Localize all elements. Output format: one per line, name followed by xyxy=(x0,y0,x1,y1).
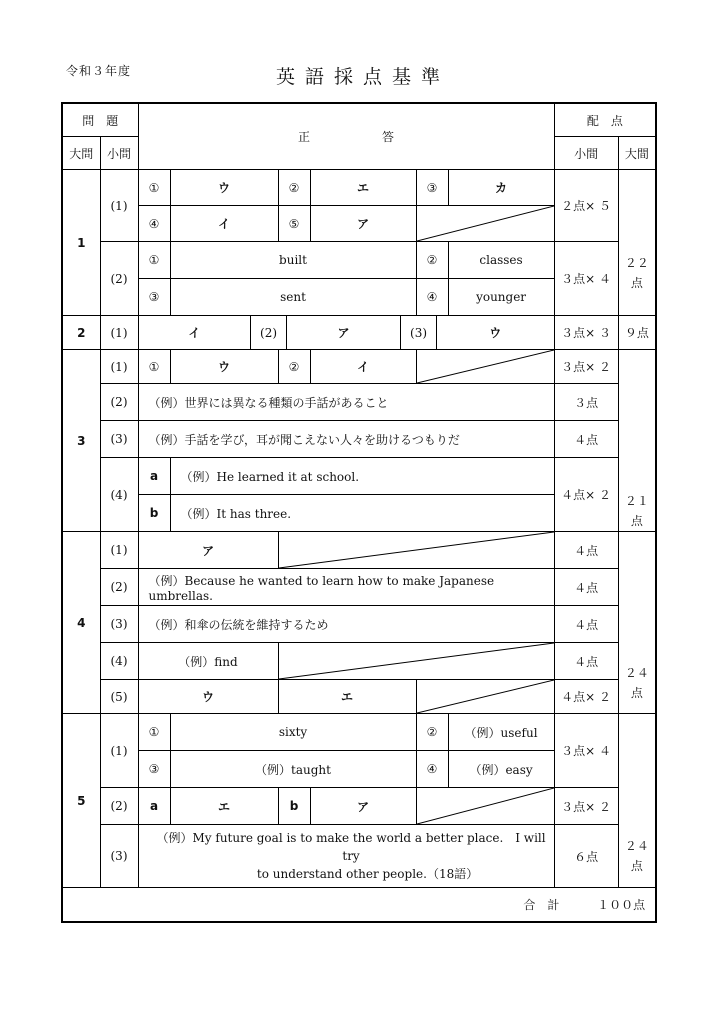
q3-total-value: ２１ xyxy=(624,493,649,508)
q5-number: 5 xyxy=(62,714,100,888)
q3-number: 3 xyxy=(62,350,100,532)
answer: イ xyxy=(310,350,416,384)
answer-line-2: to understand other people.（18語） xyxy=(256,867,479,881)
answer-text: （例）Because he wanted to learn how to make Japanese umbrellas. xyxy=(138,569,554,606)
answer: ア xyxy=(310,206,416,242)
total-row xyxy=(62,888,656,923)
answer-text: （例）和傘の伝統を維持するため xyxy=(138,606,554,643)
q4-row-3 xyxy=(62,606,656,643)
q3-2-label: (2) xyxy=(100,384,138,421)
answer: younger xyxy=(448,279,554,316)
q4-total-value: ２４ xyxy=(624,665,649,680)
q2-3-label: (3) xyxy=(401,316,437,349)
q3-total xyxy=(618,350,656,532)
answer: built xyxy=(170,242,416,279)
q3-3-score: ４点 xyxy=(554,421,618,458)
answer-text: （例）It has three. xyxy=(170,495,554,532)
q4-4-label: (4) xyxy=(100,643,138,680)
q2-answers xyxy=(138,316,554,350)
q5-1-label: (1) xyxy=(100,714,138,788)
q2-answer-row xyxy=(139,316,554,349)
q5-total xyxy=(618,714,656,888)
mark: a xyxy=(138,788,170,825)
mark: a xyxy=(138,458,170,495)
answer-text: （例）手話を学び，耳が聞こえない人々を助けるつもりだ xyxy=(138,421,554,458)
q1-total-value: ２２ xyxy=(624,255,649,270)
mark: ① xyxy=(138,714,170,751)
q5-total-value: ２４ xyxy=(624,838,649,853)
q3-total-unit: 点 xyxy=(630,513,643,528)
mark: ④ xyxy=(416,279,448,316)
answer-text: （例）He learned it at school. xyxy=(170,458,554,495)
q2-number: 2 xyxy=(62,316,100,350)
q3-4-score: ４点× ２ xyxy=(554,458,618,532)
blank-cell xyxy=(416,788,554,825)
mark: ⑤ xyxy=(278,206,310,242)
answer: イ xyxy=(139,316,251,349)
mark: ② xyxy=(416,714,448,751)
q2-1-label: (1) xyxy=(100,316,138,350)
answer: エ xyxy=(278,680,416,714)
page-title: 英語採点基準 xyxy=(275,66,450,88)
q3-4-label: (4) xyxy=(100,458,138,532)
q4-3-score: ４点 xyxy=(554,606,618,643)
q2-row xyxy=(62,316,656,350)
q5-row-4 xyxy=(62,825,656,888)
q3-2-score: ３点 xyxy=(554,384,618,421)
q2-total: ９点 xyxy=(618,316,656,350)
mark: ② xyxy=(416,242,448,279)
era-label: 令和３年度 xyxy=(66,64,132,78)
answer: （例）useful xyxy=(448,714,554,751)
mark: ② xyxy=(278,170,310,206)
daimon-header: 大問 xyxy=(62,137,100,170)
answer: classes xyxy=(448,242,554,279)
q1-total-unit: 点 xyxy=(630,275,643,290)
q4-5-label: (5) xyxy=(100,680,138,714)
answer-line-1: （例）My future goal is to make the world a better place. I will try xyxy=(156,831,546,863)
mark: ① xyxy=(138,242,170,279)
answer: ウ xyxy=(170,170,278,206)
q1-1-score: ２点× ５ xyxy=(554,170,618,242)
q1-row-1 xyxy=(62,170,656,206)
q4-4-score: ４点 xyxy=(554,643,618,680)
answer: イ xyxy=(170,206,278,242)
mark: ③ xyxy=(416,170,448,206)
answer: ウ xyxy=(170,350,278,384)
answer: sent xyxy=(170,279,416,316)
q4-row-1 xyxy=(62,532,656,569)
mark: ④ xyxy=(138,206,170,242)
scoring-table xyxy=(61,102,657,923)
haiten-header: 配 点 xyxy=(554,103,656,137)
blank-cell xyxy=(278,643,554,680)
mark: ③ xyxy=(138,279,170,316)
q3-row-3 xyxy=(62,421,656,458)
grand-total xyxy=(62,888,656,923)
q4-2-label: (2) xyxy=(100,569,138,606)
q2-score: ３点× ３ xyxy=(554,316,618,350)
answer: sixty xyxy=(170,714,416,751)
q4-total xyxy=(618,532,656,714)
q1-2-score: ３点× ４ xyxy=(554,242,618,316)
mark: b xyxy=(138,495,170,532)
q5-3-score: ６点 xyxy=(554,825,618,888)
blank-cell xyxy=(416,350,554,384)
q1-number: 1 xyxy=(62,170,100,316)
q3-row-1 xyxy=(62,350,656,384)
answer: エ xyxy=(170,788,278,825)
answer: エ xyxy=(310,170,416,206)
q4-row-4 xyxy=(62,643,656,680)
answer: ウ xyxy=(138,680,278,714)
q2-2-label: (2) xyxy=(251,316,287,349)
q1-total xyxy=(618,170,656,316)
q3-1-score: ３点× ２ xyxy=(554,350,618,384)
answer: ア xyxy=(310,788,416,825)
sum-label: 合 計 xyxy=(523,898,560,912)
mark: b xyxy=(278,788,310,825)
answer-header: 正 答 xyxy=(138,103,554,170)
mark: ① xyxy=(138,350,170,384)
q4-row-2 xyxy=(62,569,656,606)
answer-text xyxy=(138,825,554,888)
answer: カ xyxy=(448,170,554,206)
q5-2-score: ３点× ２ xyxy=(554,788,618,825)
answer: （例）easy xyxy=(448,751,554,788)
q5-2-label: (2) xyxy=(100,788,138,825)
q5-1-score: ３点× ４ xyxy=(554,714,618,788)
answer: ア xyxy=(287,316,401,349)
header-row-1 xyxy=(62,103,656,137)
q4-1-score: ４点 xyxy=(554,532,618,569)
q3-1-label: (1) xyxy=(100,350,138,384)
q1-2-label: (2) xyxy=(100,242,138,316)
q4-5-score: ４点× ２ xyxy=(554,680,618,714)
mark: ③ xyxy=(138,751,170,788)
q4-3-label: (3) xyxy=(100,606,138,643)
q5-total-unit: 点 xyxy=(630,858,643,873)
answer: （例）taught xyxy=(170,751,416,788)
blank-cell xyxy=(278,532,554,569)
blank-cell xyxy=(416,206,554,242)
sum-value: １００点 xyxy=(597,898,646,912)
shomon-header: 小問 xyxy=(100,137,138,170)
q4-2-score: ４点 xyxy=(554,569,618,606)
q4-total-unit: 点 xyxy=(630,685,643,700)
small-score-header: 小間 xyxy=(554,137,618,170)
q1-1-label: (1) xyxy=(100,170,138,242)
mark: ④ xyxy=(416,751,448,788)
q4-number: 4 xyxy=(62,532,100,714)
q5-row-1 xyxy=(62,714,656,751)
q5-3-label: (3) xyxy=(100,825,138,888)
q3-3-label: (3) xyxy=(100,421,138,458)
q4-1-label: (1) xyxy=(100,532,138,569)
answer: ウ xyxy=(489,326,502,340)
q5-row-3 xyxy=(62,788,656,825)
q3-row-2 xyxy=(62,384,656,421)
q1-row-3 xyxy=(62,242,656,279)
q3-row-4 xyxy=(62,458,656,495)
q4-row-5 xyxy=(62,680,656,714)
blank-cell xyxy=(416,680,554,714)
mondai-header: 問 題 xyxy=(62,103,138,137)
mark: ① xyxy=(138,170,170,206)
answer-text: （例）find xyxy=(138,643,278,680)
answer: ア xyxy=(138,532,278,569)
mark: ② xyxy=(278,350,310,384)
big-score-header: 大間 xyxy=(618,137,656,170)
answer-text: （例）世界には異なる種類の手話があること xyxy=(138,384,554,421)
